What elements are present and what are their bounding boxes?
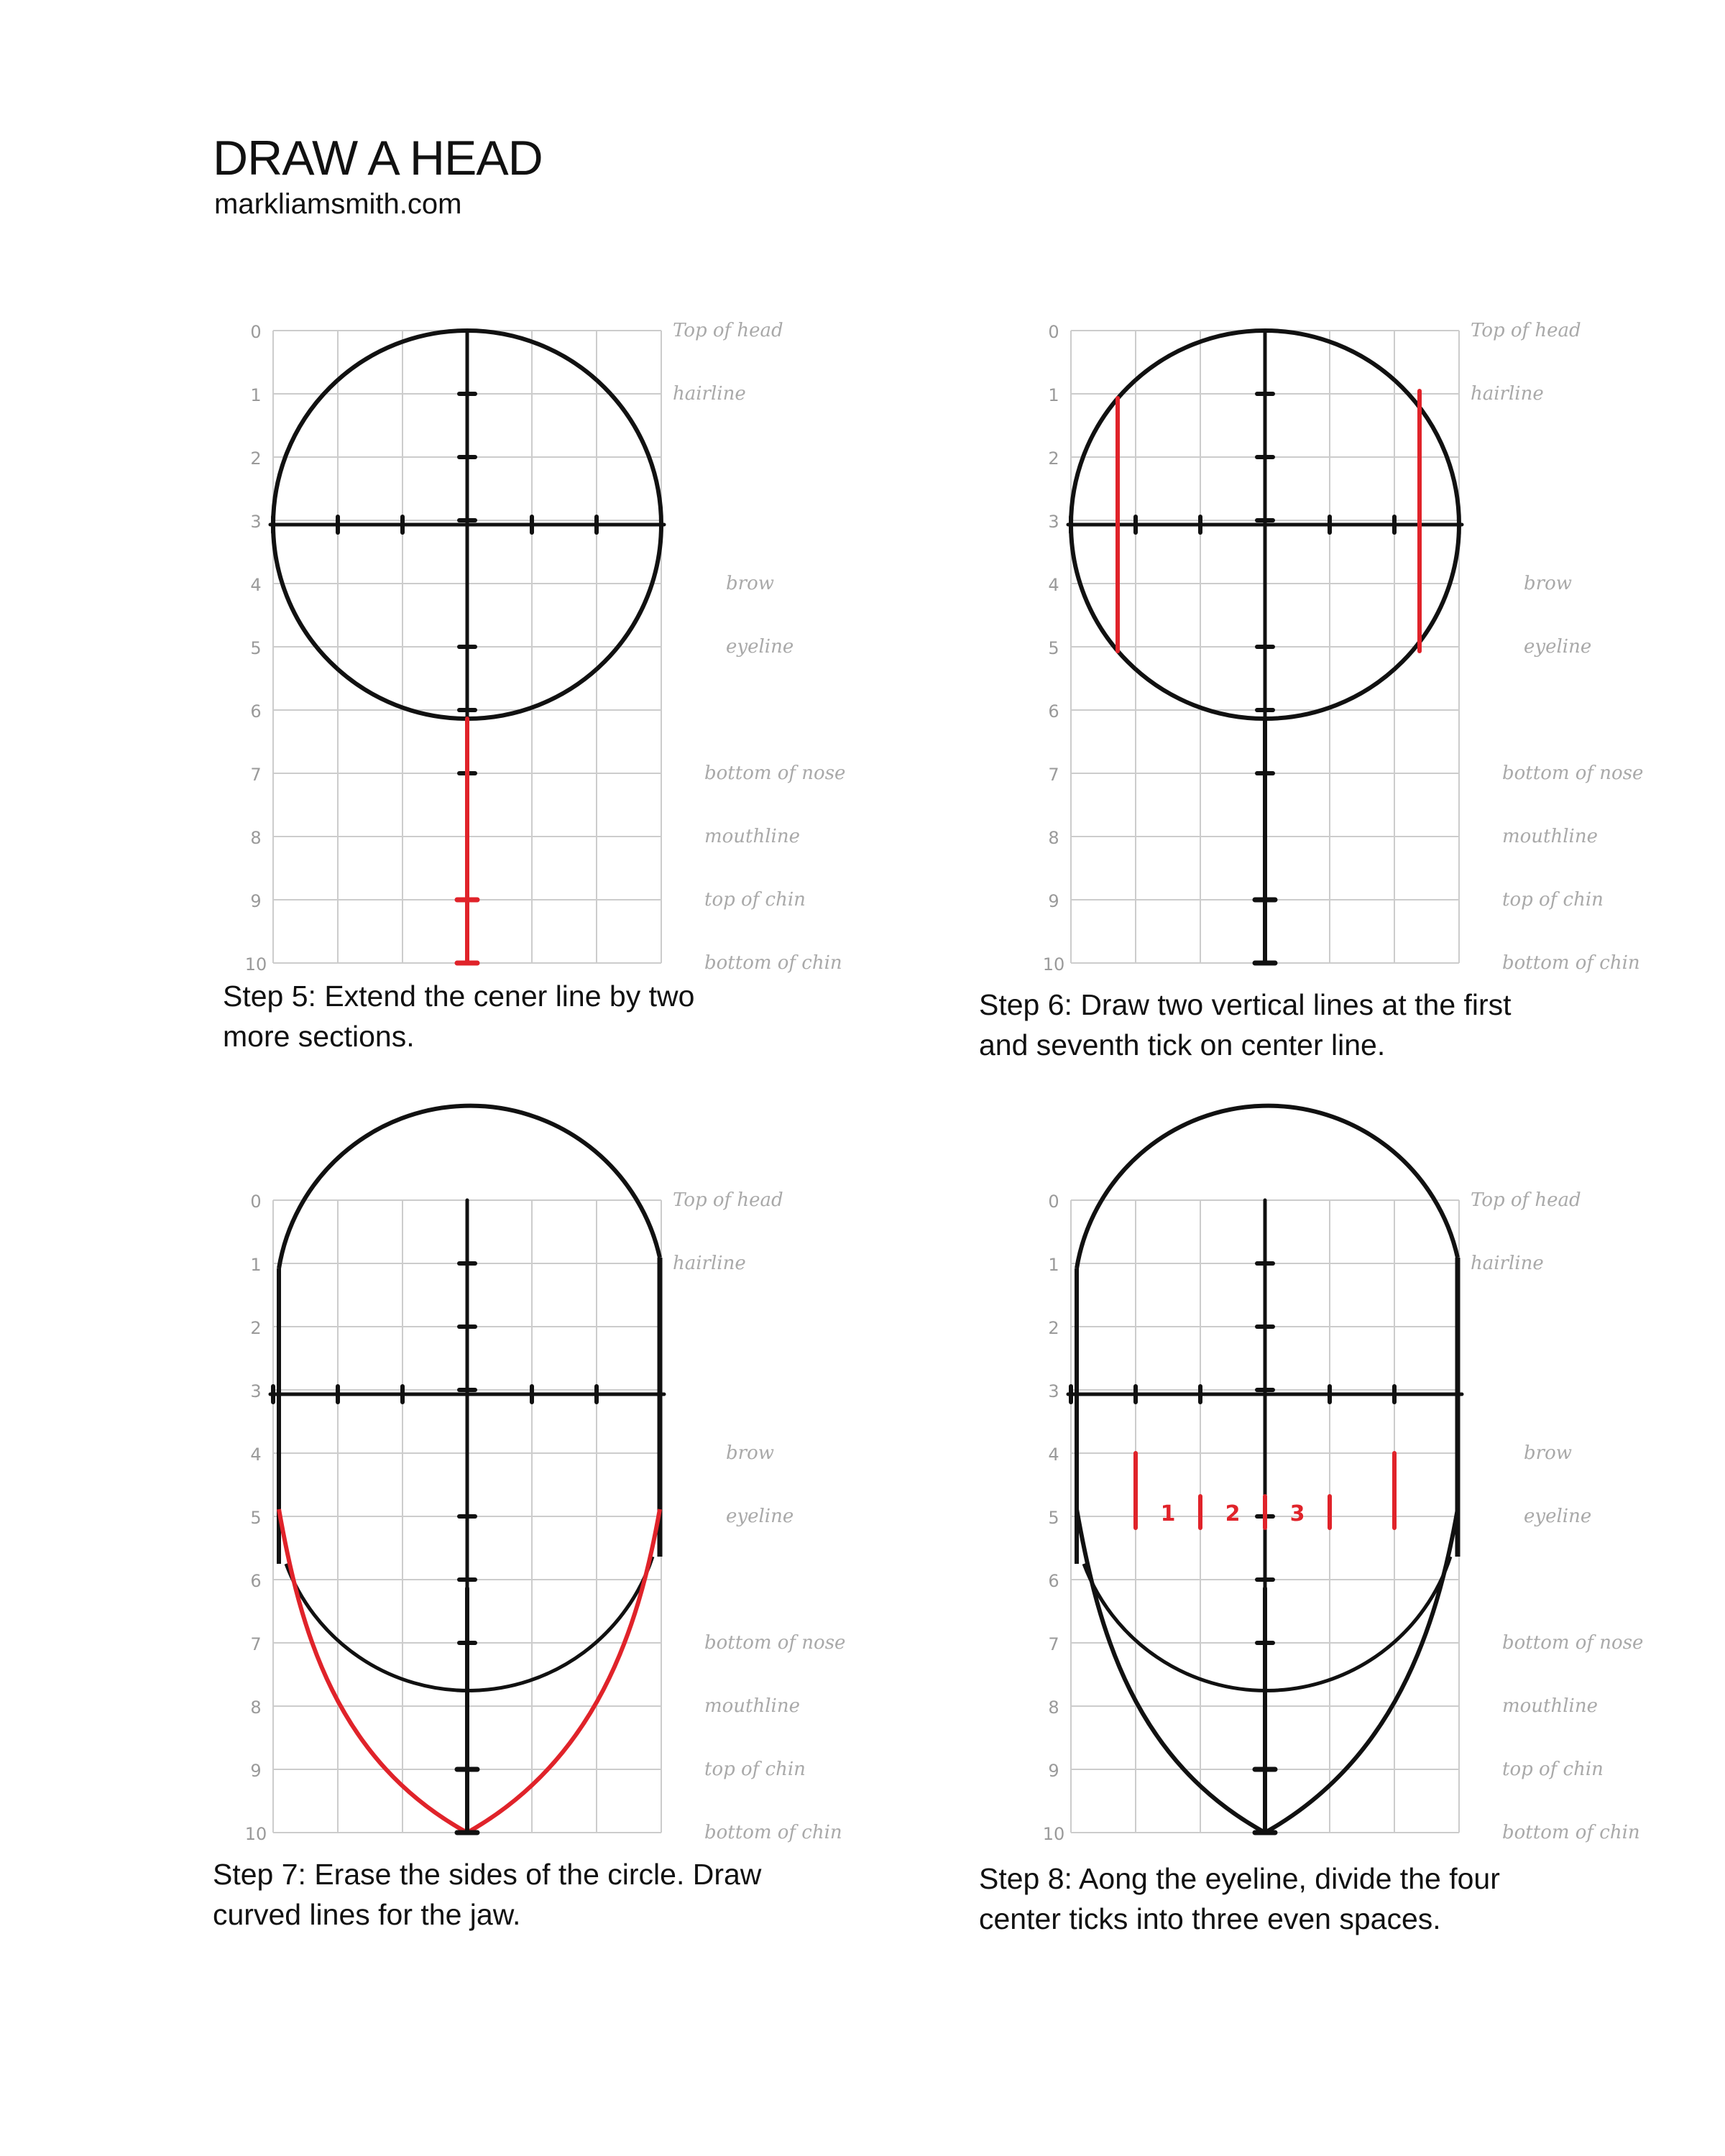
row-number-label: 2 xyxy=(250,448,262,469)
row-number-label: 3 xyxy=(1048,512,1059,532)
step-7-caption-line-1: Step 7: Erase the sides of the circle. Draw xyxy=(213,1858,762,1891)
row-number-label: 1 xyxy=(1048,385,1059,405)
landmark-label: Top of head xyxy=(1471,320,1581,341)
row-number-label: 7 xyxy=(1048,765,1059,785)
landmark-label: hairline xyxy=(1471,1253,1544,1274)
step-7-diagram xyxy=(216,1179,963,1897)
step-6-caption-line-1: Step 6: Draw two vertical lines at the first xyxy=(979,988,1512,1021)
landmark-label: eyeline xyxy=(1524,636,1592,658)
landmark-label: bottom of nose xyxy=(704,1632,846,1654)
row-number-label: 8 xyxy=(1048,828,1059,848)
row-number-label: 10 xyxy=(244,954,267,975)
row-number-label: 5 xyxy=(1048,1508,1059,1528)
row-number-label: 5 xyxy=(250,1508,262,1528)
step-5-diagram xyxy=(216,309,963,1028)
row-number-label: 9 xyxy=(250,891,262,911)
step-7-caption-line-2: curved lines for the jaw. xyxy=(213,1898,521,1931)
landmark-label: mouthline xyxy=(1502,826,1598,847)
step-5-caption-line-2: more sections. xyxy=(223,1020,415,1053)
landmark-label: hairline xyxy=(673,383,746,405)
row-number-label: 1 xyxy=(250,385,262,405)
landmark-label: eyeline xyxy=(1524,1506,1592,1527)
step-8-caption-line-1: Step 8: Aong the eyeline, divide the four xyxy=(979,1862,1500,1895)
step-7-panel xyxy=(216,1179,963,1897)
row-number-label: 2 xyxy=(250,1318,262,1338)
row-number-label: 7 xyxy=(250,765,262,785)
row-number-label: 9 xyxy=(1048,891,1059,911)
row-number-label: 0 xyxy=(250,322,262,342)
landmark-label: brow xyxy=(1524,1442,1572,1464)
step-8-panel xyxy=(1013,1179,1725,1897)
eyeline-division-number: 2 xyxy=(1225,1501,1241,1526)
row-number-label: 0 xyxy=(250,1192,262,1212)
step-6-caption-line-2: and seventh tick on center line. xyxy=(979,1028,1386,1061)
row-number-label: 1 xyxy=(250,1255,262,1275)
row-number-label: 3 xyxy=(250,512,262,532)
row-number-label: 0 xyxy=(1048,1192,1059,1212)
row-number-label: 1 xyxy=(1048,1255,1059,1275)
step-6-diagram xyxy=(1013,309,1725,1028)
cranium-arc xyxy=(1077,1106,1458,1268)
eyeline-division-number: 1 xyxy=(1160,1501,1176,1526)
landmark-label: bottom of chin xyxy=(704,1822,842,1843)
row-number-label: 4 xyxy=(1048,575,1059,595)
landmark-label: mouthline xyxy=(1502,1695,1598,1717)
step-5-caption xyxy=(223,976,942,1056)
row-number-label: 9 xyxy=(1048,1761,1059,1781)
step-6-caption xyxy=(979,985,1698,1065)
landmark-label: brow xyxy=(726,573,774,594)
row-number-label: 4 xyxy=(250,1445,262,1465)
page-subtitle: markliamsmith.com xyxy=(214,188,462,220)
step-7-caption xyxy=(213,1854,932,1935)
landmark-label: bottom of chin xyxy=(1502,1822,1640,1843)
row-number-label: 4 xyxy=(1048,1445,1059,1465)
landmark-label: top of chin xyxy=(1502,1759,1604,1780)
row-number-label: 4 xyxy=(250,575,262,595)
row-number-label: 7 xyxy=(1048,1634,1059,1654)
cranium-arc xyxy=(279,1106,660,1268)
landmark-label: mouthline xyxy=(704,826,801,847)
row-number-label: 5 xyxy=(250,638,262,658)
landmark-label: top of chin xyxy=(704,889,806,911)
row-number-label: 2 xyxy=(1048,448,1059,469)
landmark-label: top of chin xyxy=(704,1759,806,1780)
row-number-label: 0 xyxy=(1048,322,1059,342)
row-number-label: 3 xyxy=(250,1381,262,1401)
landmark-label: bottom of nose xyxy=(1502,1632,1644,1654)
row-number-label: 7 xyxy=(250,1634,262,1654)
row-number-label: 10 xyxy=(1042,954,1065,975)
landmark-label: bottom of nose xyxy=(1502,763,1644,784)
landmark-label: brow xyxy=(1524,573,1572,594)
landmark-label: eyeline xyxy=(726,636,794,658)
step-6-panel xyxy=(1013,309,1725,1028)
step-8-caption-line-2: center ticks into three even spaces. xyxy=(979,1902,1441,1935)
row-number-label: 5 xyxy=(1048,638,1059,658)
step-8-caption xyxy=(979,1858,1698,1939)
row-number-label: 8 xyxy=(250,1697,262,1718)
landmark-label: top of chin xyxy=(1502,889,1604,911)
row-number-label: 10 xyxy=(1042,1824,1065,1844)
row-number-label: 10 xyxy=(244,1824,267,1844)
landmark-label: bottom of chin xyxy=(704,952,842,974)
row-number-label: 6 xyxy=(250,701,262,722)
row-number-label: 2 xyxy=(1048,1318,1059,1338)
landmark-label: Top of head xyxy=(1471,1189,1581,1211)
landmark-label: hairline xyxy=(1471,383,1544,405)
landmark-label: eyeline xyxy=(726,1506,794,1527)
landmark-label: bottom of nose xyxy=(704,763,846,784)
landmark-label: Top of head xyxy=(673,1189,783,1211)
row-number-label: 6 xyxy=(250,1571,262,1591)
eyeline-division-number: 3 xyxy=(1289,1501,1305,1526)
row-number-label: 3 xyxy=(1048,1381,1059,1401)
landmark-label: bottom of chin xyxy=(1502,952,1640,974)
landmark-label: Top of head xyxy=(673,320,783,341)
row-number-label: 6 xyxy=(1048,701,1059,722)
landmark-label: mouthline xyxy=(704,1695,801,1717)
step-8-diagram xyxy=(1013,1179,1725,1897)
step-5-caption-line-1: Step 5: Extend the cener line by two xyxy=(223,980,695,1013)
page-title: DRAW A HEAD xyxy=(213,131,543,185)
row-number-label: 8 xyxy=(1048,1697,1059,1718)
step-5-panel xyxy=(216,309,963,1028)
row-number-label: 6 xyxy=(1048,1571,1059,1591)
row-number-label: 9 xyxy=(250,1761,262,1781)
landmark-label: brow xyxy=(726,1442,774,1464)
row-number-label: 8 xyxy=(250,828,262,848)
landmark-label: hairline xyxy=(673,1253,746,1274)
